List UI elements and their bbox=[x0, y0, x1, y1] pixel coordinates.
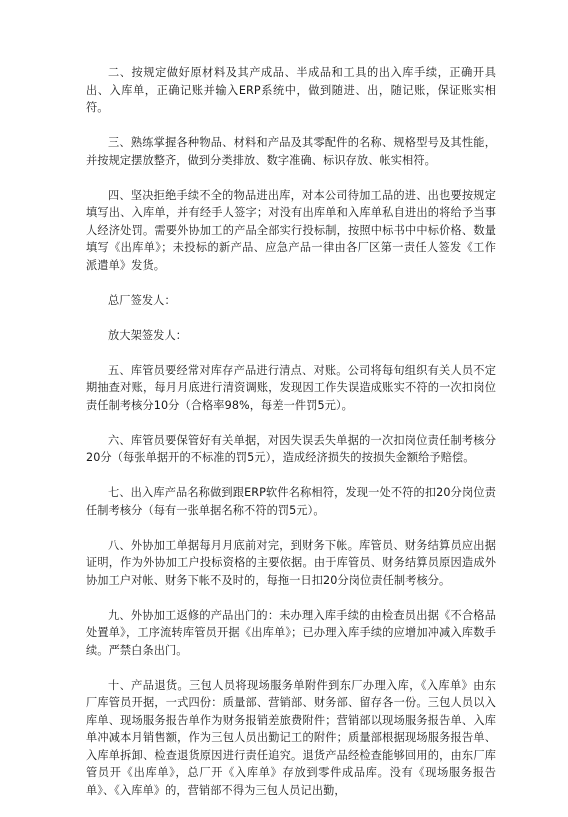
paragraph-9-rework-exit: 九、外协加工返修的产品出门的：未办理入库手续的由检查员出据《不合格品处置单》，工序流转库管员开据《出库单》；已办理入库手续的应增加冲减入库数手续。严禁白条出门。 bbox=[86, 608, 496, 657]
paragraph-5-stock-check: 五、库管员要经常对库存产品进行清点、对账。公司将每旬组织有关人员不定期抽查对账，每月月底进行清资调账，发现因工作失误造成账实不符的一次扣岗位责任制考核分10分（合格率98%，每差一件罚5元）。 bbox=[86, 363, 496, 412]
document-body bbox=[86, 64, 496, 817]
paragraph-4-incomplete-procedures: 四、坚决拒绝手续不全的物品进出库，对本公司待加工品的进、出也要按规定填写出、入库单，并有经手人签字；对没有出库单和入库单私自进出的将给予当事人经济处罚。需要外协加工的产品全部实行投标制，按照中标书中中标价格、数量填写《出库单》；未投标的新产品、应急产品一律由各厂区第一责任人签发《工作派遣单》发货。 bbox=[86, 188, 496, 272]
paragraph-10-product-returns: 十、产品退货。三包人员将现场服务单附件到东厂办理入库，《入库单》由东厂库管员开据，一式四份：质量部、营销部、财务部、留存各一份。三包人员以入库单、现场服务报告单作为财务报销差旅费附件；营销部以现场服务报告单、入库单冲减本月销售额，作为三包人员出勤记工的附件；质量部根据现场服务报告单、入库单拆卸、检查退货原因进行责任追究。退货产品经检查能够回用的，由东厂库管员开《出库单》，总厂开《入库单》存放到零件成品库。没有《现场服务报告单》、《入库单》的，营销部不得为三包人员记出勤， bbox=[86, 678, 496, 797]
paragraph-6-document-custody: 六、库管员要保管好有关单据，对因失误丢失单据的一次扣岗位责任制考核分20分（每张单据开的不标准的罚5元），造成经济损失的按损失金额给予赔偿。 bbox=[86, 433, 496, 464]
signatory-main-factory: 总厂签发人： bbox=[108, 293, 176, 307]
signatory-amplifier-rack: 放大架签发人： bbox=[108, 328, 188, 342]
paragraph-8-outsourcing-settlement: 八、外协加工单据每月月底前对完，到财务下帐。库管员、财务结算员应出据证明，作为外协加工户投标资格的主要依据。由于库管员、财务结算员原因造成外协加工户对帐、财务下帐不及时的，每拖一日扣20分岗位责任制考核分。 bbox=[86, 538, 496, 587]
paragraph-3-item-knowledge: 三、熟练掌握各种物品、材料和产品及其零配件的名称、规格型号及其性能，并按规定摆放整齐，做到分类排放、数字准确、标识存放、帐实相符。 bbox=[86, 136, 496, 167]
paragraph-7-erp-naming: 七、出入库产品名称做到跟ERP软件名称相符，发现一处不符的扣20分岗位责任制考核分（每有一张单据名称不符的罚5元）。 bbox=[86, 486, 496, 517]
paragraph-2-inventory-procedures: 二、按规定做好原材料及其产成品、半成品和工具的出入库手续，正确开具出、入库单，正确记账并输入ERP系统中，做到随进、出，随记账，保证账实相符。 bbox=[86, 66, 496, 114]
